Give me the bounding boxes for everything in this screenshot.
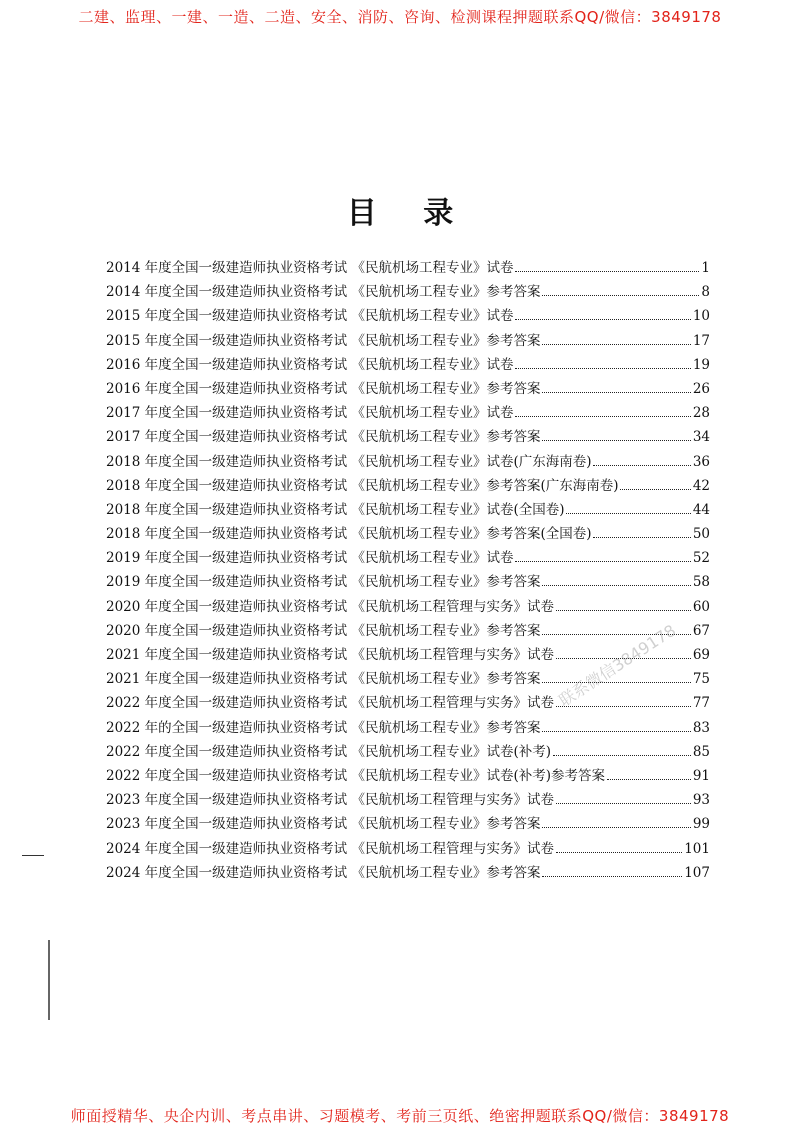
toc-entry-page-number: 50 — [692, 526, 710, 543]
toc-entry[interactable] — [106, 450, 710, 474]
toc-entry-title: 2015 年度全国一级建造师执业资格考试 《民航机场工程专业》试卷 — [106, 308, 514, 325]
toc-entry-title: 2014 年度全国一级建造师执业资格考试 《民航机场工程专业》试卷 — [106, 260, 514, 276]
toc-leader-dots — [556, 851, 682, 853]
toc-entry-title: 2018 年度全国一级建造师执业资格考试 《民航机场工程专业》参考答案(全国卷) — [106, 526, 592, 543]
toc-entry-page-number: 101 — [684, 840, 710, 857]
toc-leader-dots — [542, 439, 690, 441]
toc-leader-dots — [556, 609, 691, 611]
toc-entry[interactable] — [106, 716, 710, 740]
bottom-promo-banner: 师面授精华、央企内训、考点串讲、习题模考、考前三页纸、绝密押题联系QQ/微信：3849178 — [70, 1107, 730, 1125]
toc-leader-dots — [542, 343, 690, 345]
toc-entry-title: 2019 年度全国一级建造师执业资格考试 《民航机场工程专业》试卷 — [106, 550, 514, 567]
toc-entry-title: 2014 年度全国一级建造师执业资格考试 《民航机场工程专业》参考答案 — [106, 284, 541, 301]
toc-entry[interactable] — [106, 401, 710, 425]
toc-entry[interactable] — [106, 546, 710, 570]
toc-leader-dots — [515, 415, 690, 417]
toc-entry[interactable] — [106, 691, 710, 715]
toc-entry-title: 2021 年度全国一级建造师执业资格考试 《民航机场工程专业》参考答案 — [106, 671, 541, 688]
toc-entry[interactable] — [106, 329, 710, 353]
toc-entry-page-number: 8 — [701, 284, 710, 301]
toc-entry-page-number: 69 — [692, 647, 710, 663]
toc-entry[interactable] — [106, 353, 710, 377]
toc-entry-title: 2016 年度全国一级建造师执业资格考试 《民航机场工程专业》试卷 — [106, 356, 514, 373]
toc-leader-dots — [542, 391, 690, 393]
toc-leader-dots — [515, 560, 690, 562]
toc-entry-page-number: 75 — [692, 671, 710, 688]
toc-entry-title: 2018 年度全国一级建造师执业资格考试 《民航机场工程专业》试卷(广东海南卷) — [106, 453, 592, 470]
toc-entry[interactable] — [106, 812, 710, 836]
toc-entry[interactable] — [106, 256, 710, 280]
toc-entry-title: 2024 年度全国一级建造师执业资格考试 《民航机场工程管理与实务》试卷 — [106, 840, 554, 857]
toc-entry-page-number: 36 — [692, 453, 710, 470]
toc-leader-dots — [620, 488, 690, 490]
toc-leader-dots — [566, 512, 690, 514]
toc-entry[interactable] — [106, 498, 710, 522]
toc-leader-dots — [515, 318, 690, 320]
toc-entry-page-number: 1 — [701, 260, 710, 276]
toc-entry-page-number: 26 — [692, 380, 710, 397]
toc-leader-dots — [542, 730, 690, 732]
toc-leader-dots — [593, 464, 690, 466]
toc-entry[interactable] — [106, 425, 710, 449]
toc-entry[interactable] — [106, 474, 710, 498]
toc-entry[interactable] — [106, 837, 710, 861]
toc-entry-title: 2017 年度全国一级建造师执业资格考试 《民航机场工程专业》参考答案 — [106, 429, 541, 446]
toc-entry-title: 2022 年度全国一级建造师执业资格考试 《民航机场工程管理与实务》试卷 — [106, 695, 554, 712]
toc-leader-dots — [553, 754, 691, 756]
toc-entry[interactable] — [106, 304, 710, 328]
toc-leader-dots — [542, 681, 690, 683]
toc-entry[interactable] — [106, 788, 710, 812]
toc-entry-title: 2022 年的全国一级建造师执业资格考试 《民航机场工程专业》参考答案 — [106, 719, 541, 736]
toc-entry[interactable] — [106, 522, 710, 546]
toc-entry-page-number: 34 — [692, 429, 710, 446]
toc-entry-page-number: 60 — [692, 598, 710, 615]
toc-leader-dots — [515, 270, 699, 272]
toc-entry-page-number: 77 — [692, 695, 710, 712]
toc-leader-dots — [607, 778, 691, 780]
toc-entry-page-number: 99 — [692, 816, 710, 833]
toc-entry[interactable] — [106, 619, 710, 643]
toc-leader-dots — [542, 294, 699, 296]
toc-entry-page-number: 93 — [692, 792, 710, 809]
toc-entry-page-number: 44 — [692, 501, 710, 518]
toc-entry[interactable] — [106, 595, 710, 619]
toc-entry-title: 2017 年度全国一级建造师执业资格考试 《民航机场工程专业》试卷 — [106, 405, 514, 422]
table-of-contents — [106, 256, 710, 885]
toc-entry-title: 2024 年度全国一级建造师执业资格考试 《民航机场工程专业》参考答案 — [106, 864, 541, 881]
toc-entry-page-number: 58 — [692, 574, 710, 591]
toc-entry[interactable] — [106, 861, 710, 885]
toc-entry-page-number: 91 — [692, 767, 710, 784]
toc-leader-dots — [556, 705, 691, 707]
page-title: 目 录 — [346, 196, 472, 231]
toc-leader-dots — [593, 536, 690, 538]
toc-entry-title: 2020 年度全国一级建造师执业资格考试 《民航机场工程管理与实务》试卷 — [106, 598, 554, 615]
scan-artifact-line — [22, 855, 44, 856]
toc-entry[interactable] — [106, 740, 710, 764]
toc-entry[interactable] — [106, 280, 710, 304]
toc-entry-page-number: 107 — [684, 864, 710, 881]
toc-entry[interactable] — [106, 377, 710, 401]
toc-entry-page-number: 10 — [692, 308, 710, 325]
toc-entry-title: 2023 年度全国一级建造师执业资格考试 《民航机场工程专业》参考答案 — [106, 816, 541, 833]
toc-leader-dots — [542, 875, 682, 877]
toc-leader-dots — [515, 367, 690, 369]
toc-entry-page-number: 42 — [692, 477, 710, 494]
toc-entry-page-number: 83 — [692, 719, 710, 736]
toc-leader-dots — [542, 584, 690, 586]
top-promo-banner: 二建、监理、一建、一造、二造、安全、消防、咨询、检测课程押题联系QQ/微信：3849178 — [78, 8, 722, 26]
toc-leader-dots — [542, 826, 690, 828]
toc-entry-page-number: 17 — [692, 332, 710, 349]
toc-entry-title: 2018 年度全国一级建造师执业资格考试 《民航机场工程专业》试卷(全国卷) — [106, 501, 565, 518]
toc-entry-title: 2015 年度全国一级建造师执业资格考试 《民航机场工程专业》参考答案 — [106, 332, 541, 349]
toc-entry-title: 2022 年度全国一级建造师执业资格考试 《民航机场工程专业》试卷(补考)参考答案 — [106, 767, 605, 784]
scan-artifact-line — [48, 940, 50, 1020]
toc-entry-page-number: 85 — [692, 743, 710, 760]
toc-entry[interactable] — [106, 570, 710, 594]
toc-entry-title: 2021 年度全国一级建造师执业资格考试 《民航机场工程管理与实务》试卷 — [106, 647, 554, 663]
toc-entry-title: 2020 年度全国一级建造师执业资格考试 《民航机场工程专业》参考答案 — [106, 622, 541, 639]
toc-entry-title: 2022 年度全国一级建造师执业资格考试 《民航机场工程专业》试卷(补考) — [106, 743, 551, 760]
toc-entry-page-number: 28 — [692, 405, 710, 422]
toc-entry-title: 2018 年度全国一级建造师执业资格考试 《民航机场工程专业》参考答案(广东海南卷) — [106, 477, 619, 494]
toc-entry-title: 2016 年度全国一级建造师执业资格考试 《民航机场工程专业》参考答案 — [106, 380, 541, 397]
toc-leader-dots — [556, 802, 691, 804]
toc-entry-title: 2023 年度全国一级建造师执业资格考试 《民航机场工程管理与实务》试卷 — [106, 792, 554, 809]
toc-entry-page-number: 52 — [692, 550, 710, 567]
toc-entry[interactable] — [106, 764, 710, 788]
watermark-text: 联系微信3849178 — [555, 620, 680, 711]
toc-entry-page-number: 19 — [692, 356, 710, 373]
toc-entry-title: 2019 年度全国一级建造师执业资格考试 《民航机场工程专业》参考答案 — [106, 574, 541, 591]
toc-entry-page-number: 67 — [692, 622, 710, 639]
